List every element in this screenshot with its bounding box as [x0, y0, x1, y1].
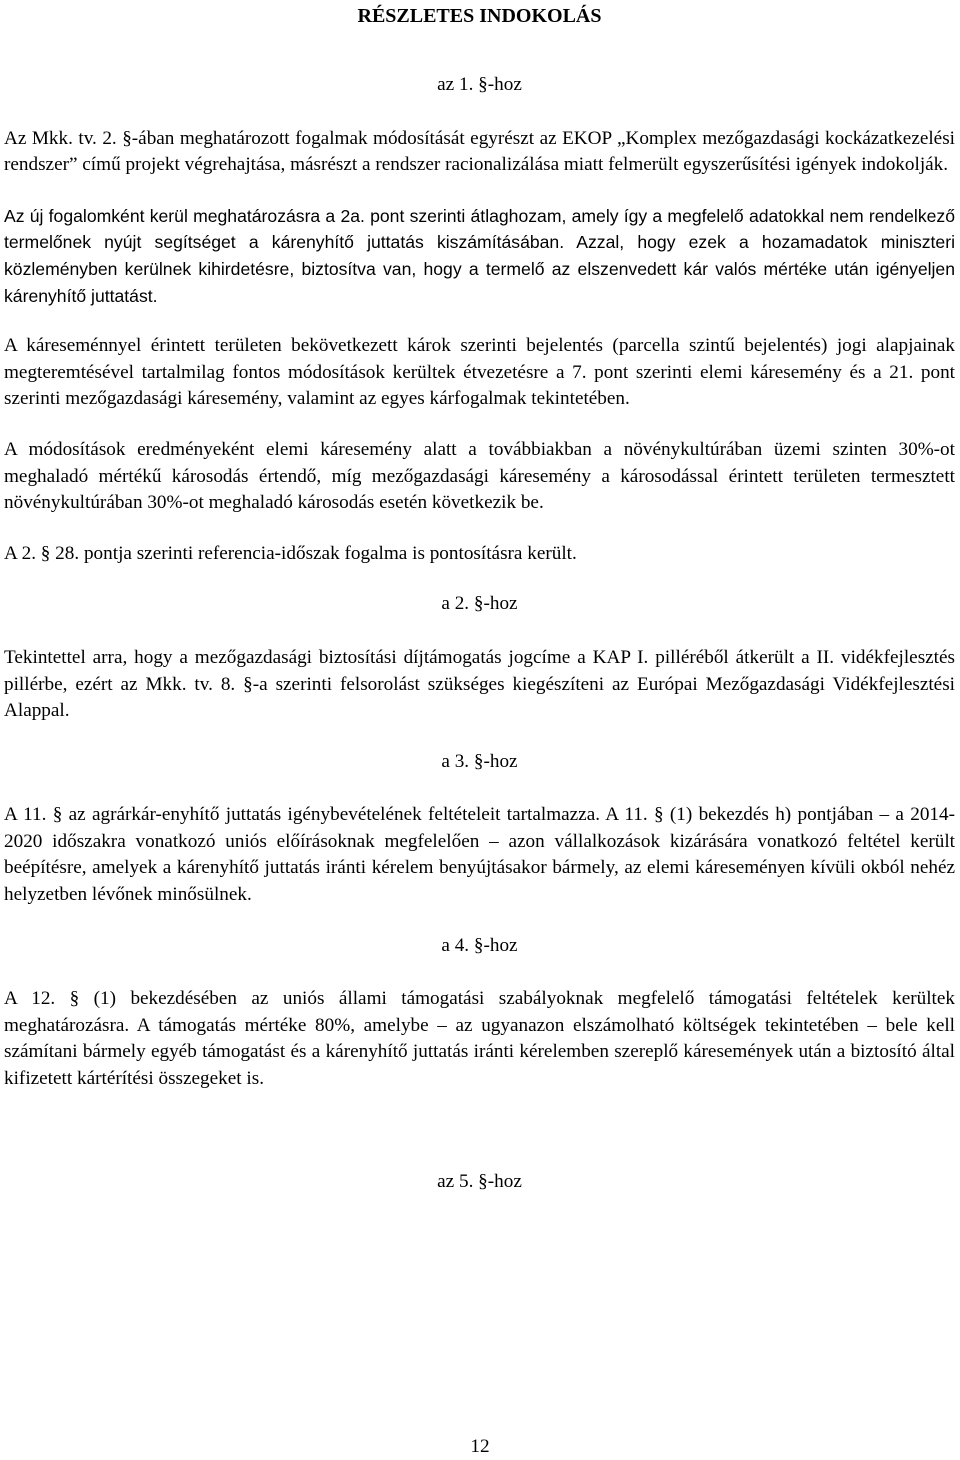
- paragraph-1-4: A módosítások eredményeként elemi káresemény alatt a továbbiakban a növénykultúrában üzemi szinten 30%-ot meghaladó mértékű károsodás értendő, míg mezőgazdasági káresemény a károsodással érintett területen termesztett növénykultúrában 30%-ot meghaladó károsodás esetén következik be.: [4, 438, 955, 514]
- paragraph-1-1: Az Mkk. tv. 2. §-ában meghatározott fogalmak módosítását egyrészt az EKOP „Komplex mezőgazdasági kockázatkezelési rendszer” című projekt végrehajtása, másrészt a rendszer racionalizálása miatt felmerült egyszerűsítési igények indokolják.: [4, 127, 955, 176]
- paragraph-4-1: A 12. § (1) bekezdésében az uniós állami támogatási szabályoknak megfelelő támogatási feltételek kerültek meghatározásra. A támogatás mértéke 80%, amelybe – az ugyanazon elszámolható költségek tekintetében – bele kell számítani bármely egyéb támogatást és a kárenyhítő juttatás iránti kérelemben szereplő káresemények után a biztosító által kifizetett kártérítési összegeket is.: [4, 988, 955, 1090]
- document-title: RÉSZLETES INDOKOLÁS: [357, 5, 602, 27]
- paragraph-3-1: A 11. § az agrárkár-enyhítő juttatás igénybevételének feltételeit tartalmazza. A 11. § (1) bekezdés h) pontjában – a 2014-2020 időszakra vonatkozó uniós előírásoknak megfelelően – azon vállalkozások kizárására vonatkozó feltétel került beépítésre, amelyek a kárenyhítő juttatás iránti kérelem benyújtásakor bármely, az elemi káreseményen kívüli okból nehéz helyzetben lévőnek minősülnek.: [4, 804, 955, 906]
- page-number: 12: [470, 1436, 490, 1457]
- section-heading-3: a 3. §-hoz: [441, 750, 518, 772]
- section-heading-2: a 2. §-hoz: [441, 593, 518, 615]
- section-heading-4: a 4. §-hoz: [441, 934, 518, 956]
- document-page: [4, 0, 955, 1195]
- paragraph-1-5: A 2. § 28. pontja szerinti referencia-időszak fogalma is pontosításra került.: [4, 542, 577, 564]
- section-heading-5: az 5. §-hoz: [437, 1170, 522, 1192]
- section-heading-1: az 1. §-hoz: [437, 74, 522, 95]
- paragraph-1-3: A káreseménnyel érintett területen bekövetkezett károk szerinti bejelentés (parcella szintű bejelentés) jogi alapjainak megteremtésével tartalmilag fontos módosítások kerültek étvezetésre a 7. pont szerinti elemi káresemény és a 21. pont szerinti mezőgazdasági káresemény, valamint az egyes kárfogalmak tekintetében.: [4, 335, 955, 410]
- paragraph-1-2: Az új fogalomként kerül meghatározásra a 2a. pont szerinti átlaghozam, amely így a megfelelő adatokkal nem rendelkező termelőnek nyújt segítséget a kárenyhítő juttatás kiszámításában. Azzal, hogy ezek a hozamadatok miniszteri közleményben kerülnek kihirdetésre, biztosítva van, hogy a termelő az elszenvedett kár valós mértéke után igényeljen kárenyhítő juttatást.: [4, 205, 955, 306]
- paragraph-2-1: Tekintettel arra, hogy a mezőgazdasági biztosítási díjtámogatás jogcíme a KAP I. pilléréből átkerült a II. vidékfejlesztés pillérbe, ezért az Mkk. tv. 8. §-a szerinti felsorolást szükséges kiegészíteni az Európai Mezőgazdasági Vidékfejlesztési Alappal.: [4, 646, 955, 722]
